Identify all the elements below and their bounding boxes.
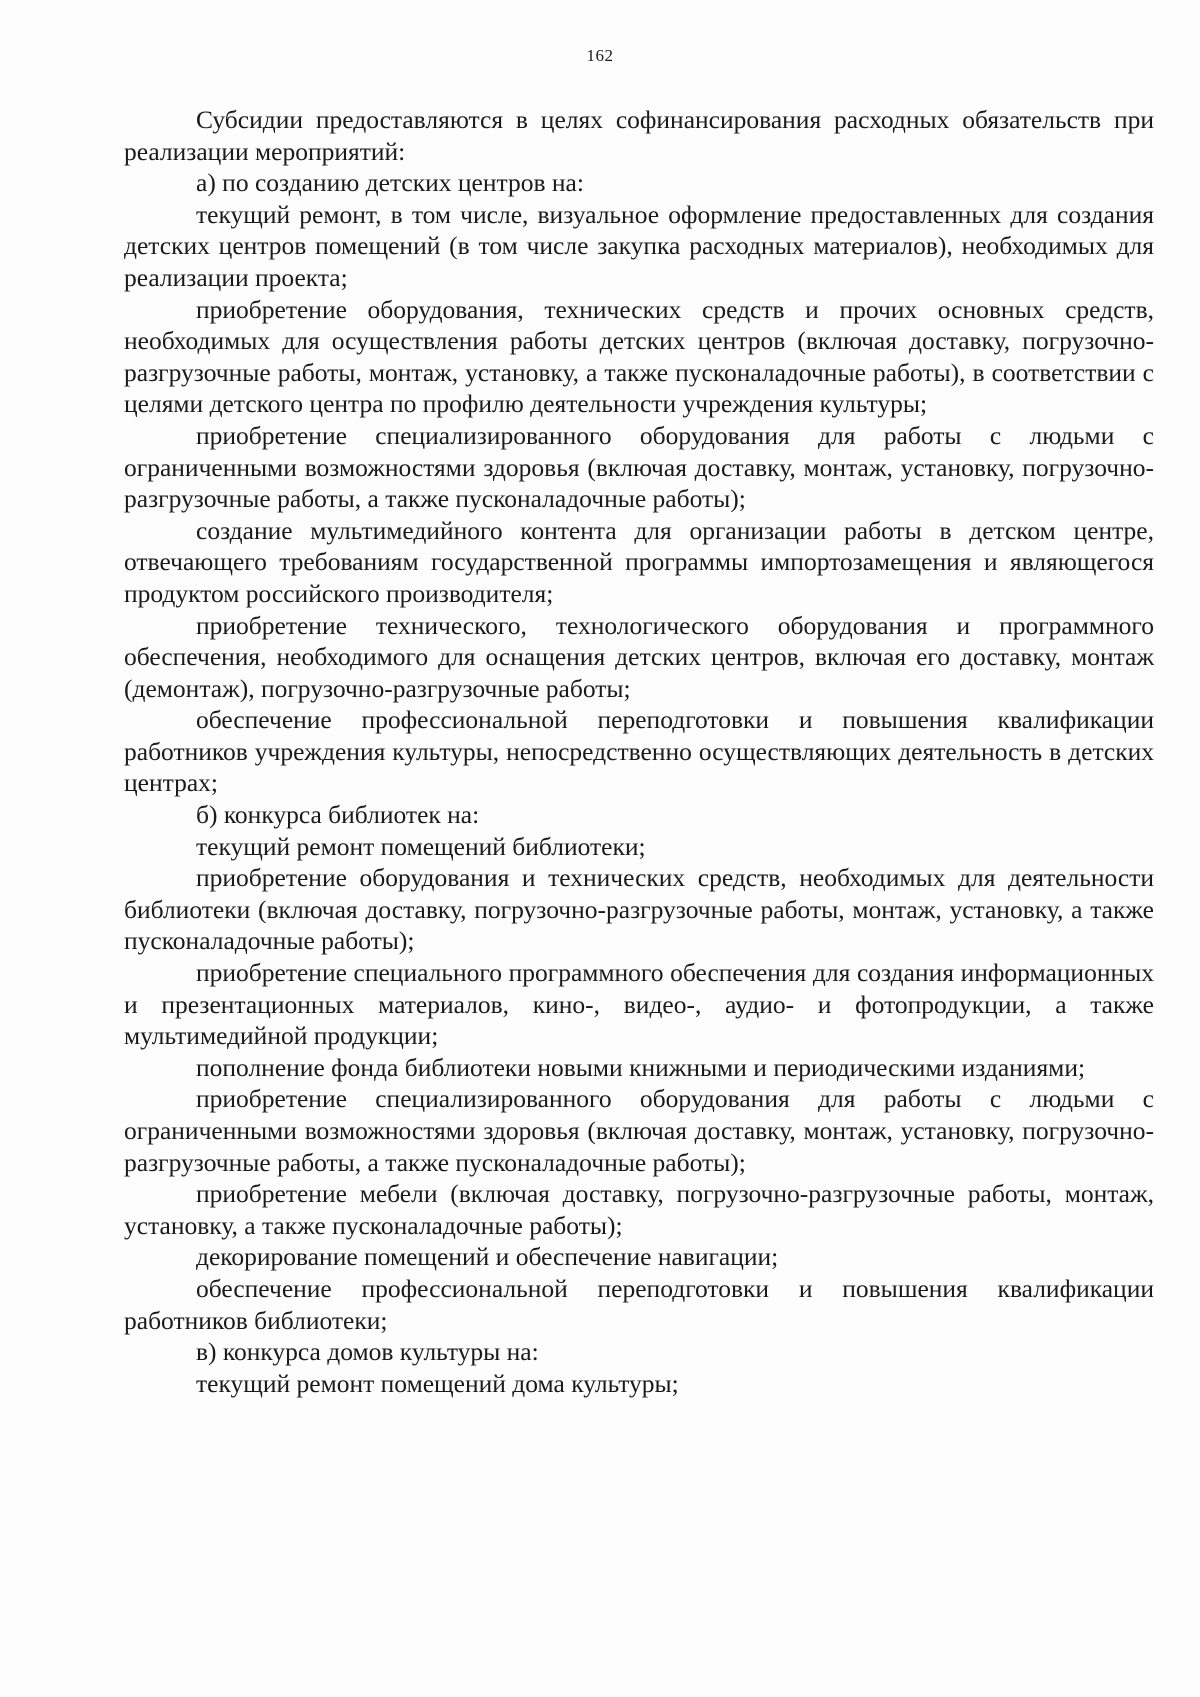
paragraph-b-furniture: приобретение мебели (включая доставку, погрузочно-разгрузочные работы, монтаж, установку, а также пусконаладочные работы); xyxy=(124,1179,1154,1240)
paragraph-c-repair: текущий ремонт помещений дома культуры; xyxy=(196,1368,679,1398)
paragraph-section-c: в) конкурса домов культуры на: xyxy=(196,1337,539,1367)
paragraph-b-software: приобретение специального программного обеспечения для создания информационных и презентационных материалов, кино-, видео-, аудио- и фотопродукции, а также мультимедийной продукции; xyxy=(124,958,1154,1051)
paragraph-b-collection: пополнение фонда библиотеки новыми книжными и периодическими изданиями; xyxy=(196,1052,1086,1082)
paragraph-a-repair: текущий ремонт, в том числе, визуальное оформление предоставленных для создания детских центров помещений (в том числе закупка расходных материалов), необходимых для реализации проекта; xyxy=(124,199,1154,292)
paragraph-a-software: приобретение технического, технологического оборудования и программного обеспечения, необходимого для оснащения детских центров, включая его доставку, монтаж (демонтаж), погрузочно-разгрузочные работы; xyxy=(124,610,1154,703)
page-number: 162 xyxy=(586,46,614,65)
paragraph-section-a: а) по созданию детских центров на: xyxy=(196,168,584,198)
paragraph-intro: Субсидии предоставляются в целях софинансирования расходных обязательств при реализации мероприятий: xyxy=(124,105,1154,166)
paragraph-b-equipment: приобретение оборудования и технических средств, необходимых для деятельности библиотеки (включая доставку, погрузочно-разгрузочные работы, монтаж, установку, а также пусконаладочные работы); xyxy=(124,863,1154,956)
paragraph-a-equipment: приобретение оборудования, технических средств и прочих основных средств, необходимых для осуществления работы детских центров (включая доставку, погрузочно-разгрузочные работы, монтаж, установку, а также пусконаладочные работы), в соответствии с целями детского центра по профилю деятельности учреждения культуры; xyxy=(124,294,1154,419)
paragraph-b-repair: текущий ремонт помещений библиотеки; xyxy=(196,831,646,861)
paragraph-section-b: б) конкурса библиотек на: xyxy=(196,800,480,830)
paragraph-b-special-equipment: приобретение специализированного оборудования для работы с людьми с ограниченными возможностями здоровья (включая доставку, монтаж, установку, погрузочно-разгрузочные работы, а также пусконаладочные работы); xyxy=(124,1084,1154,1177)
paragraph-a-multimedia: создание мультимедийного контента для организации работы в детском центре, отвечающего требованиям государственной программы импортозамещения и являющегося продуктом российского производителя; xyxy=(124,515,1154,608)
paragraph-a-special-equipment: приобретение специализированного оборудования для работы с людьми с ограниченными возможностями здоровья (включая доставку, монтаж, установку, погрузочно-разгрузочные работы, а также пусконаладочные работы); xyxy=(124,420,1154,514)
paragraph-a-training: обеспечение профессиональной переподготовки и повышения квалификации работников учреждения культуры, непосредственно осуществляющих деятельность в детских центрах; xyxy=(124,705,1154,798)
document-body xyxy=(124,104,1154,1399)
paragraph-b-training: обеспечение профессиональной переподготовки и повышения квалификации работников библиотеки; xyxy=(124,1273,1154,1335)
paragraph-b-decoration: декорирование помещений и обеспечение навигации; xyxy=(196,1242,779,1272)
